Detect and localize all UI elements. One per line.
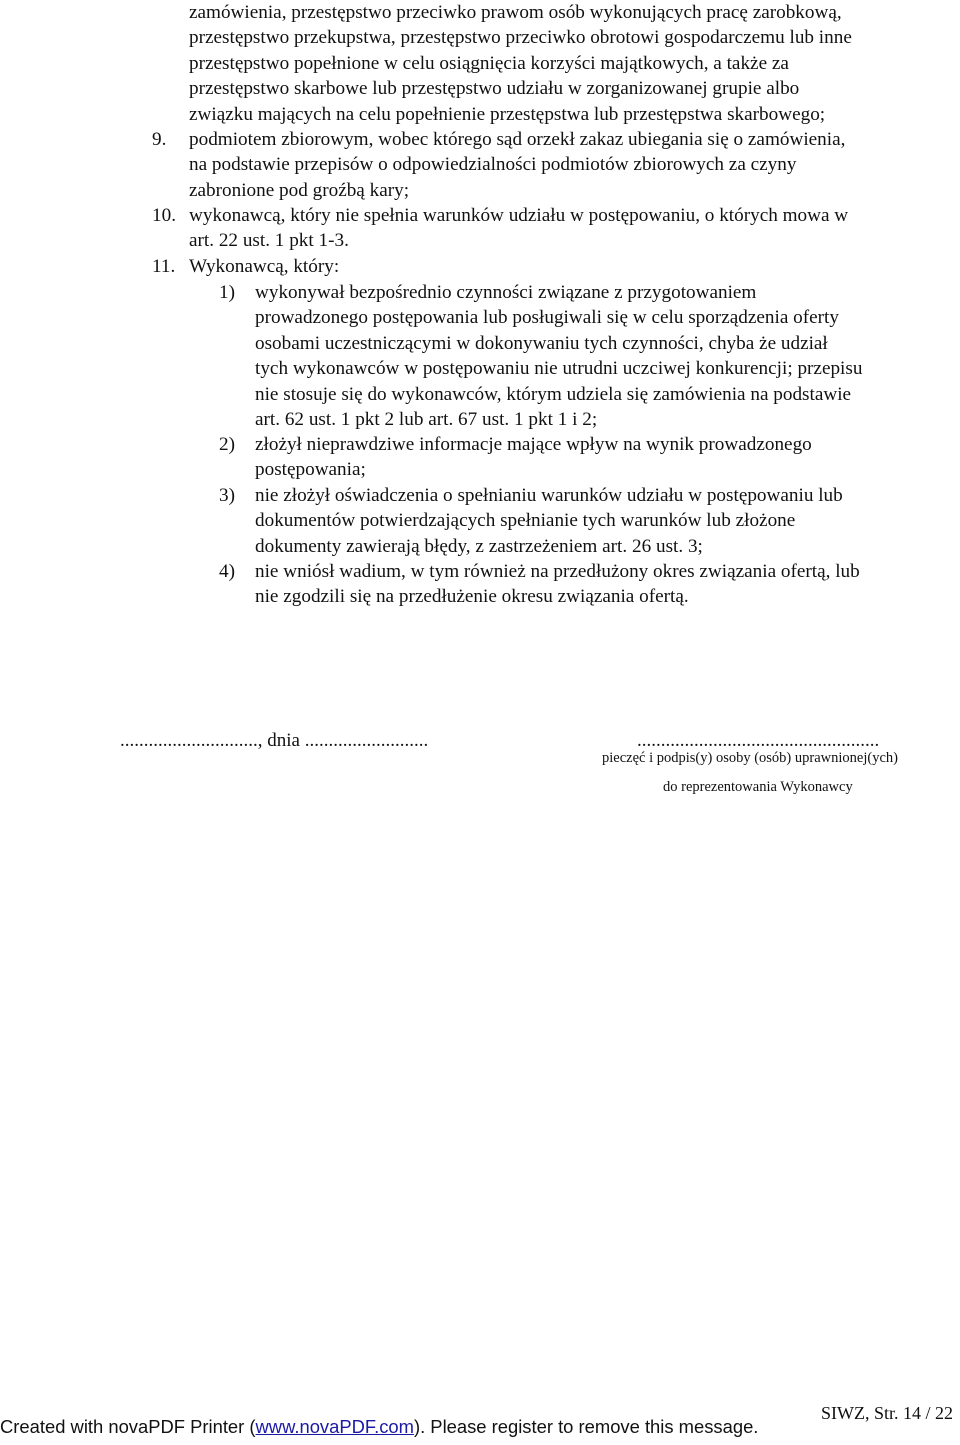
text-line: tych wykonawców w postępowaniu nie utrudni uczciwej konkurencji; przepisu (255, 358, 863, 380)
sub-item-number: 2) (219, 434, 235, 455)
text-line: wykonywał bezpośrednio czynności związane z przygotowaniem (255, 282, 757, 303)
text-line: nie wniósł wadium, w tym również na przedłużony okres związania ofertą, lub (255, 561, 860, 582)
item-number: 11. (152, 256, 176, 277)
sub-item-number: 3) (219, 485, 235, 506)
signature-caption: pieczęć i podpis(y) osoby (osób) uprawnionej(ych) (602, 750, 898, 766)
item-number: 10. (152, 205, 176, 226)
intro-continuation (189, 0, 957, 127)
text-line: wykonawcą, który nie spełnia warunków udziału w postępowaniu, o których mowa w (189, 205, 849, 226)
text-line: związku mających na celu popełnienie przestępstwa lub przestępstwa skarbowego; (189, 103, 826, 125)
text-line: zamówienia, przestępstwo przeciwko prawom osób wykonujących pracę zarobkową, (189, 2, 842, 23)
text-line: złożył nieprawdziwe informacje mające wpływ na wynik prowadzonego (255, 434, 812, 455)
page-number: SIWZ, Str. 14 / 22 (821, 1403, 954, 1423)
text-line: dokumenty zawierają błędy, z zastrzeżeniem art. 26 ust. 3; (255, 535, 703, 557)
sub-item-number: 4) (219, 561, 235, 582)
signature-field: ................................................... (637, 730, 880, 751)
item-number: 9. (152, 129, 167, 150)
text-line: przestępstwo popełnione w celu osiągnięcia korzyści majątkowych, a także za (189, 52, 789, 74)
place-date-field: ............................., dnia .......................... (120, 730, 429, 751)
text-line: zabronione pod groźbą kary; (189, 179, 410, 201)
text-line: postępowania; (255, 459, 366, 481)
text-line: podmiotem zbiorowym, wobec którego sąd orzekł zakaz ubiegania się o zamówienia, (189, 129, 846, 150)
text-line: nie stosuje się do wykonawców, którym udziela się zamówienia na podstawie (255, 383, 852, 405)
text-line: Wykonawcą, który: (189, 256, 340, 277)
sub-item-number: 1) (219, 282, 235, 303)
footer-prefix: Created with novaPDF Printer ( (0, 1416, 256, 1437)
text-line: art. 22 ust. 1 pkt 1-3. (189, 230, 349, 252)
text-line: art. 62 ust. 1 pkt 2 lub art. 67 ust. 1 pkt 1 i 2; (255, 409, 598, 431)
text-line: nie złożył oświadczenia o spełnianiu warunków udziału w postępowaniu lub (255, 485, 843, 506)
text-line: na podstawie przepisów o odpowiedzialności podmiotów zbiorowych za czyny (189, 154, 797, 176)
text-line: przestępstwo skarbowe lub przestępstwo udziału w zorganizowanej grupie albo (189, 78, 800, 100)
footer-link[interactable]: www.novaPDF.com (255, 1416, 414, 1437)
text-line: prowadzonego postępowania lub posługiwali się w celu sporządzenia oferty (255, 307, 839, 329)
text-line: nie zgodzili się na przedłużenie okresu związania ofertą. (255, 586, 689, 608)
text-line: dokumentów potwierdzających spełnianie tych warunków lub złożone (255, 510, 796, 532)
footer-suffix: ). Please register to remove this message. (413, 1416, 759, 1437)
text-line: przestępstwo przekupstwa, przestępstwo przeciwko obrotowi gospodarczemu lub inne (189, 27, 852, 49)
signature-caption-2: do reprezentowania Wykonawcy (663, 779, 853, 795)
watermark-footer (0, 1416, 758, 1438)
text-line: osobami uczestniczącymi w dokonywaniu tych czynności, chyba że udział (255, 332, 828, 354)
